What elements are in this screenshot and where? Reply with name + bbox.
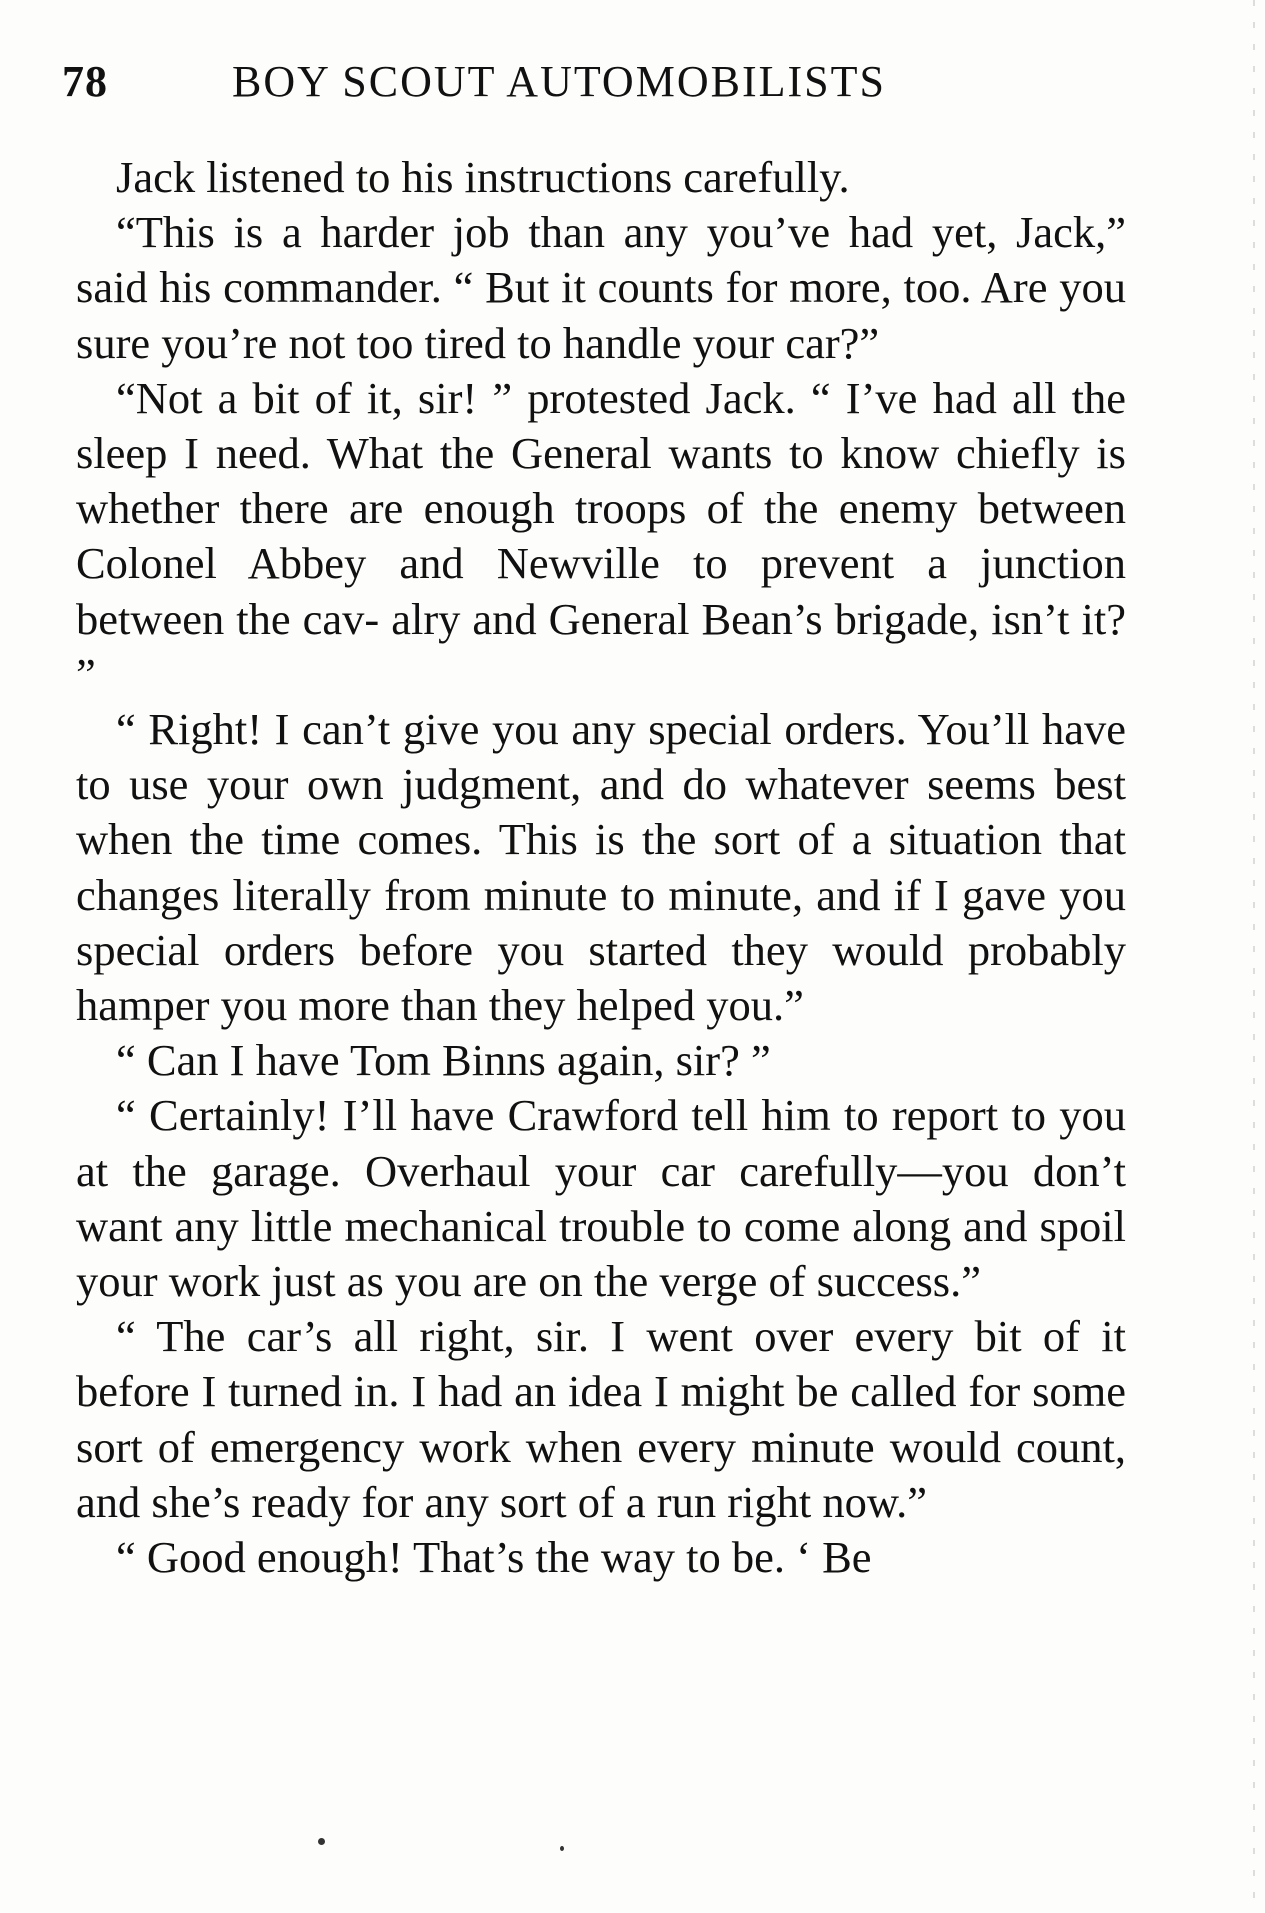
body-text: [76, 150, 1126, 1585]
paragraph: “ Can I have Tom Binns again, sir? ”: [116, 1035, 771, 1086]
paragraph: “ The car’s all right, sir. I went over every bit of it before I turned in. I had an idea I might be called for some sort of emergency work when every minute would count, and she’s ready for any sort of a run right now.”: [76, 1311, 1126, 1527]
running-title: BOY SCOUT AUTOMOBILISTS: [232, 57, 886, 106]
page-header: [62, 52, 1122, 112]
ink-speck: [318, 1838, 325, 1845]
scan-margin-edge: [1253, 0, 1255, 1913]
ink-speck: [560, 1846, 564, 1851]
paragraph: “Not a bit of it, sir! ” protested Jack. “ I’ve had all the sleep I need. What the General wants to know chiefly is whether there are enough troops of the enemy between Colonel Abbey and Newville to prevent a junction between the cav- alry and General Bean’s brigade, isn’t it? ”: [76, 372, 1126, 699]
paragraph: Jack listened to his instructions carefully.: [116, 152, 850, 202]
paragraph: “ Right! I can’t give you any special orders. You’ll have to use your own judgment, and do whatever seems best when the time comes. This is the sort of a situation that changes literally from minute to minute, and if I gave you special orders before you started they would probably hamper you more than they helped you.”: [76, 704, 1126, 1031]
paragraph: “ Good enough! That’s the way to be. ‘ Be: [116, 1532, 872, 1583]
paragraph: “ Certainly! I’ll have Crawford tell him to report to you at the garage. Overhaul your car carefully—you don’t want any little mechanical trouble to come along and spoil your work just as you are on the verge of success.”: [76, 1090, 1126, 1307]
page-number: 78: [62, 57, 108, 106]
paragraph: “This is a harder job than any you’ve had yet, Jack,” said his commander. “ But it counts for more, too. Are you sure you’re not too tired to handle your car?”: [76, 207, 1126, 368]
